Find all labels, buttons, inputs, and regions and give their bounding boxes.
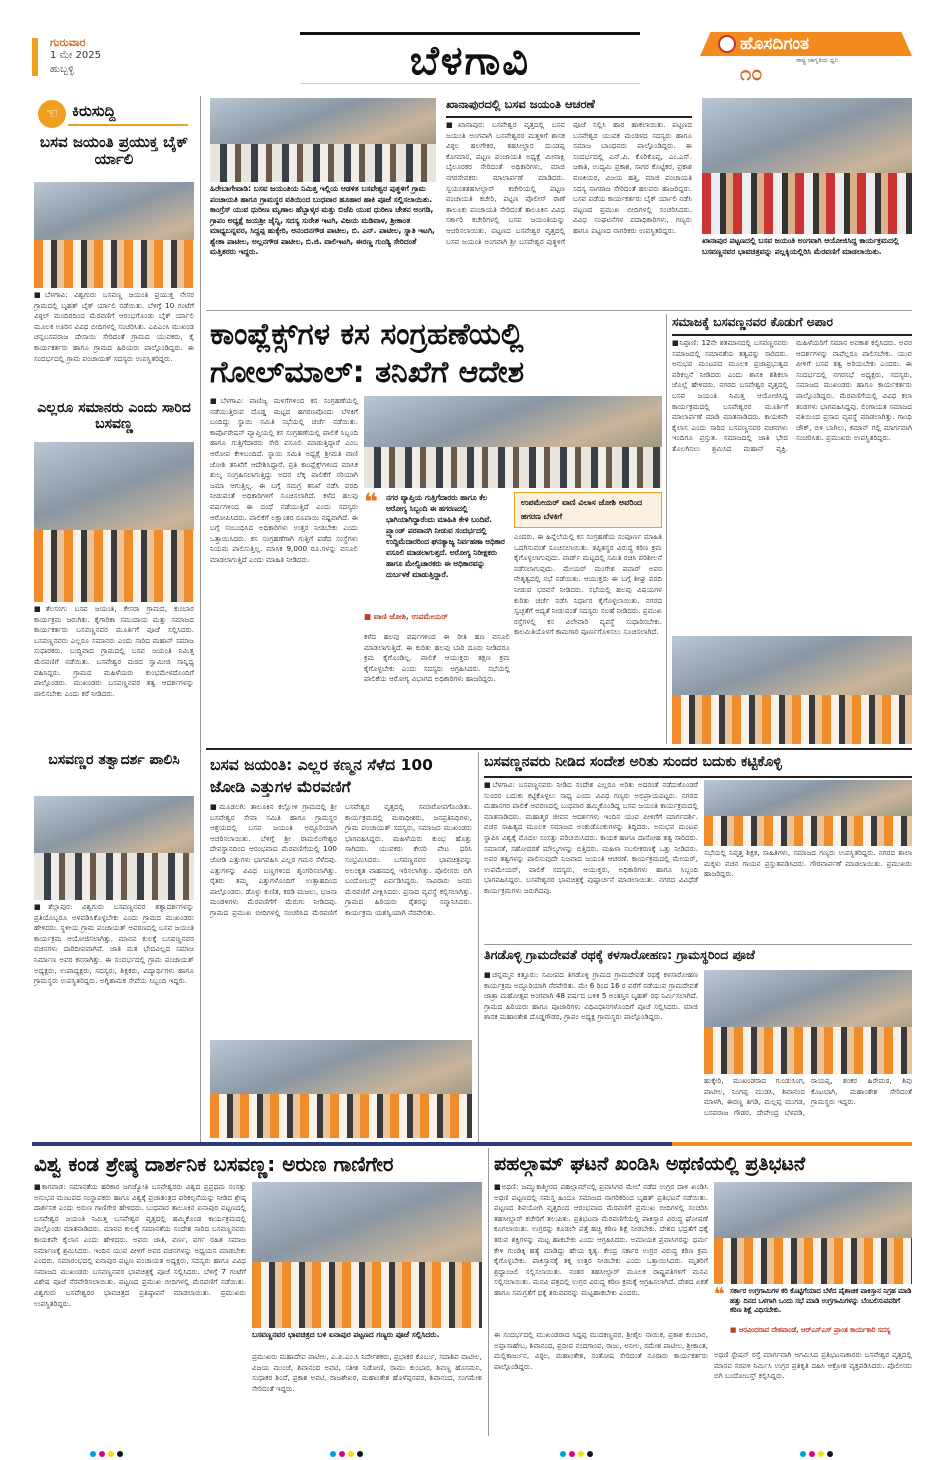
mid-vertical-rule	[478, 752, 479, 1142]
bottom-vertical-rule	[488, 1148, 489, 1436]
lead-col-1: ■ಬೆಳಗಾವಿ: ವಾಣಿಜ್ಯ ಮಳಿಗೆಗಳಿಂದ ಕಸ ಸಂಗ್ರಹಣೆಯಲ್ಲಿ ನಡೆಯುತ್ತಿರುವ ದೊಡ್ಡ ಮಟ್ಟದ ಹಗರಣವೊಂದು ಬೆಳಕಿಗೆ ಬಂದಿದ್ದು ಸ್ಥಾಯಿ ಸಮಿತಿ ಸಭೆಯಲ್ಲಿ ಚರ್ಚೆ ನಡೆಯಿತು. ಕಾರ್ಪೊರೇಷನ್ ವ್ಯಾಪ್ತಿಯಲ್ಲಿ ಕಸ ಸಂಗ್ರಹಣೆಯಲ್ಲಿ ಪಾಲಿಕೆ ಸಿಬ್ಬಂದಿ ಹಾಗೂ ಗುತ್ತಿಗೆದಾರರು ಸೇರಿ ವಸೂಲಿ ಮಾಡುತ್ತಿದ್ದಾರೆ ಎಂಬ ಆರೋಪ ಕೇಳಿಬಂದಿದೆ. ಸ್ಥಾಯಿ ಸಮಿತಿ ಅಧ್ಯಕ್ಷೆ ಶ್ರೀಮತಿ ವಾಣಿ ಜೋಶಿ ತನಿಖೆಗೆ ಆದೇಶಿಸಿದ್ದಾರೆ. ಪ್ರತಿ ಕಾಂಪ್ಲೆಕ್ಸ್‌ಗಳಿಂದ ಮಾಸಿಕ ಶುಲ್ಕ ಸಂಗ್ರಹಿಸಲಾಗುತ್ತಿದ್ದು ಅದರ ಲೆಕ್ಕ ಪಾಲಿಕೆಗೆ ಸರಿಯಾಗಿ ಜಮಾ ಆಗುತ್ತಿಲ್ಲ. ಈ ಬಗ್ಗೆ ಸಮಗ್ರ ತನಿಖೆ ನಡೆಸಿ ವರದಿ ನೀಡುವಂತೆ ಅಧಿಕಾರಿಗಳಿಗೆ ಸೂಚಿಸಲಾಗಿದೆ. ಕಳೆದ ಹಲವು ವರ್ಷಗಳಿಂದ ಈ ದಂಧೆ ನಡೆಯುತ್ತಿದೆ ಎಂದು ಸದಸ್ಯರು ಆರೋಪಿಸಿದರು. ಪಾಲಿಕೆಗೆ ಲಕ್ಷಾಂತರ ರೂಪಾಯಿ ನಷ್ಟವಾಗಿದೆ. ಈ ಬಗ್ಗೆ ಸಂಬಂಧಿಸಿದ ಅಧಿಕಾರಿಗಳು ಉತ್ತರ ನೀಡಬೇಕು ಎಂದು ಒತ್ತಾಯಿಸಿದರು. ಕಸ ಸಂಗ್ರಹಣೆಗಾಗಿ ಗುತ್ತಿಗೆ ಪಡೆದ ಸಂಸ್ಥೆಗಳು ನಿಯಮ ಪಾಲಿಸುತ್ತಿಲ್ಲ. ಮಾಸಿಕ 9,000 ರೂ.ಗಳನ್ನು ವಸೂಲಿ ಮಾಡಲಾಗುತ್ತಿದೆ ಎಂದು ಮಾಹಿತಿ ನೀಡಿದರು.	[210, 396, 358, 564]
lead-quote-box	[364, 490, 510, 628]
date-block	[32, 36, 152, 84]
mid3-body-2: ಹುಕ್ಕೇರಿ, ಮುಖಂಡರಾದ ಗುಂಡುಸಿಂಗ, ಪಾಟೀಲ, ನಿಂಗಪ್ಪ ಮುಡಸಿ, ಶಿವಾನಂದ ಮಾಳಗಿ, ಈರಣ್ಣ ತಿಗಡಿ, ಮಲ್ಲಪ್ಪ ಮುಗಡ, ಬಸವರಾಜ ಗೌಡರ, ದೇವೇಂದ್ರ ಬೆಳವಡಿ, ರಾಯಪ್ಪ, ಶಂಕರ ಹಿರೇಮಠ, ಶಿವು ಕೊಟಬಾಗಿ, ಮಹಾಂತೇಶ ಸೇರಿದಂತೆ ಗ್ರಾಮಸ್ಥರು ಇದ್ದರು.	[704, 1076, 912, 1117]
lead-quote-author: ■ ವಾಣಿ ಜೋಶಿ, ಉಪಮೇಯರ್	[364, 612, 448, 621]
bot1-photo	[252, 1182, 482, 1328]
registration-dots-4	[800, 1442, 860, 1452]
bottom-rule-dark	[32, 1142, 672, 1146]
r1-underline	[672, 334, 912, 336]
lead-headline: ಕಾಂಪ್ಲೆಕ್ಸ್‌ಗಳ ಕಸ ಸಂಗ್ರಹಣೆಯಲ್ಲಿ ಗೋಲ್‌ಮಾಲ್: ತನಿಖೆಗೆ ಆದೇಶ	[210, 317, 525, 390]
top-1-photo	[210, 98, 436, 182]
mid2-underline	[484, 776, 912, 778]
weekday: ಗುರುವಾರ	[50, 36, 86, 49]
bot1-headline: ವಿಶ್ವ ಕಂಡ ಶ್ರೇಷ್ಠ ದಾರ್ಶನಿಕ ಬಸವಣ್ಣ: ಅರುಣ ಗಾಣಿಗೇರ	[34, 1152, 394, 1176]
page-number: ೧೦	[740, 61, 763, 85]
bottom-rule-accent	[672, 1142, 912, 1146]
paper-name: ಹೊಸದಿಗಂತ	[740, 34, 810, 54]
brief-1-body: ■ಬೆಳಗಾವಿ: ವಿಶ್ವಗುರು ಬಸವಣ್ಣ ಜಯಂತಿ ಪ್ರಯುಕ್ತ ನೇಸರ ಗ್ರಾಮದಲ್ಲಿ ಬೃಹತ್ ಬೈಕ್ ರ್ಯಾಲಿ ನಡೆಯಿತು. ಬೆಳಿಗ್ಗೆ 10 ಗಂಟೆಗೆ ವಿಠ್ಠಲ್ ಮಂದಿರದಿಂದ ಮೆರವಣಿಗೆ ಆರಂಭಗೊಂಡು ಬೈಕ್ ರ್ಯಾಲಿ ಮೂಲಕ ಊರಿನ ವಿವಿಧ ಬೀದಿಗಳಲ್ಲಿ ಸಂಚರಿಸಿತು. ಎಪಿಎಂಸಿ ಮುಖಂಡ ಚನ್ನಬಸವರಾಜ ದೇಸಾಯಿ ಸೇರಿದಂತೆ ಗ್ರಾಮದ ಯುವಕರು, ಕೈ ಕಾರ್ಯಕರ್ತರು ಹಾಗೂ ಗ್ರಾಮದ ಹಿರಿಯರು ಪಾಲ್ಗೊಂಡಿದ್ದರು. ಈ ಸಂದರ್ಭದಲ್ಲಿ ಗ್ರಾಮ ಪಂಚಾಯತ್ ಸದಸ್ಯರು ಉಪಸ್ಥಿತರಿದ್ದರು.	[34, 290, 194, 363]
mid1-photo	[210, 1040, 472, 1138]
left-column-rule	[200, 96, 201, 1142]
brief-3-body: ■ತೆಲ್ಲಾಪುರ: ವಿಶ್ವಗುರು ಬಸವಣ್ಣನವರ ತತ್ವಾದರ್ಶಗಳನ್ನು ಪ್ರತಿಯೊಬ್ಬರೂ ಅಳವಡಿಸಿಕೊಳ್ಳಬೇಕು ಎಂದು ಗ್ರಾಮದ ಮುಖಂಡರು ಹೇಳಿದರು. ಸ್ಥಳೀಯ ಗ್ರಾಮ ಪಂಚಾಯತ್ ಆವರಣದಲ್ಲಿ ಬಸವ ಜಯಂತಿ ಕಾರ್ಯಕ್ರಮ ಆಯೋಜಿಸಲಾಗಿತ್ತು. ಮಾನವ ಕುಲಕ್ಕೆ ಬಸವಣ್ಣನವರ ವಚನಗಳು ದಾರಿದೀಪವಾಗಿವೆ. ಜಾತಿ ಮತ ಭೇದವಿಲ್ಲದ ಸಮಾಜ ನಿರ್ಮಾಣ ಅವರ ಕನಸಾಗಿತ್ತು. ಈ ಸಂದರ್ಭದಲ್ಲಿ ಗ್ರಾಮ ಪಂಚಾಯತ್ ಅಧ್ಯಕ್ಷರು, ಉಪಾಧ್ಯಕ್ಷರು, ಸದಸ್ಯರು, ಶಿಕ್ಷಕರು, ವಿದ್ಯಾರ್ಥಿಗಳು ಹಾಗೂ ಗ್ರಾಮಸ್ಥರು ಉಪಸ್ಥಿತರಿದ್ದರು. ಅಗ್ನಿಶಾಮಕ ಸೇವೆಯ ಸಿಬ್ಬಂದಿ ಇದ್ದರು.	[34, 902, 194, 986]
brief-3-headline: ಬಸವಣ್ಣರ ತತ್ವಾದರ್ಶ ಪಾಲಿಸಿ	[48, 752, 180, 768]
mid3-body: ■ಚನ್ನಮ್ಮನ ಕಿತ್ತೂರು: ಸಮೀಪದ ತಿಗಡೊಳ್ಳಿ ಗ್ರಾಮದ ಗ್ರಾಮದೇವತೆ ರಥಕ್ಕೆ ಕಳಸಾರೋಹಣ ಕಾರ್ಯಕ್ರಮ ಅದ್ದೂರಿಯಾಗಿ ನೆರವೇರಿತು. ಮೇ 6 ರಿಂದ 16 ರ ವರೆಗೆ ನಡೆಯುವ ಗ್ರಾಮದೇವತೆ ಜಾತ್ರಾ ಮಹೋತ್ಸವ ಅಂಗವಾಗಿ 48 ವರ್ಷದ ಬಳಿಕ 5 ಅಂತಸ್ತಿನ ಬೃಹತ್ ರಥ ನಿರ್ಮಿಸಲಾಗಿದೆ. ಗ್ರಾಮದ ಹಿರಿಯರು ಹಾಗೂ ಪೂಜಾರಿಗಳು ವಿಧಿವಿಧಾನಗಳೊಂದಿಗೆ ಪೂಜೆ ಸಲ್ಲಿಸಿದರು. ಮಾಜಿ ಶಾಸಕ ಮಹಾಂತೇಶ ದೊಡ್ಡಗೌಡರ, ಗ್ರಾಪಂ ಅಧ್ಯಕ್ಷ ಗ್ರಾಮಸ್ಥರು ಪಾಲ್ಗೊಂಡಿದ್ದರು.	[484, 970, 698, 1022]
brief-label	[38, 98, 190, 130]
section-title: ಬೆಳಗಾವಿ	[300, 32, 640, 84]
top-2-headline: ಖಾನಾಪುರದಲ್ಲಿ ಬಸವ ಜಯಂತಿ ಆಚರಣೆ	[446, 98, 595, 111]
registration-dots	[90, 1442, 890, 1452]
bot2-photo	[714, 1182, 912, 1284]
bot1-body-2: ಪ್ರಮುಖರು ಮಹಾದೇವ ಪಾಟೀಲ, ಎ.ಪಿ.ಎಂ.ಸಿ ನಿರ್ದೇಶಕರು, ಪ್ರಭಾಕರ ಕೊರ್ಬು, ಸದಾಶಿವ ಪಾಟೀಲ, ವಿಜಯ ಮುಂಜೆ, ಶಿವಾನಂದ ಅವಟಿ, ಸತೀಶ ನಿಡೋಣಿ, ರಾಮು ಕುಂಬಾರ, ಶಿವಣ್ಣ ಹೊಸಮನಿ, ಸುಧಾಕರ ಶಿಂದೆ, ಪ್ರಕಾಶ ಅವಟಿ, ರಾಜಶೇಖರ, ಮಹಾಂತೇಶ ಹೊಳೆಪ್ಪನವರ, ಶಿವಾನಂದ, ಸಂಗಮೇಶ ಸೇರಿದಂತೆ ಇದ್ದರು.	[252, 1352, 482, 1393]
lead-side-box	[514, 492, 662, 528]
registration-dots-2	[330, 1442, 390, 1452]
bot2-quote-author: ■ ಅರವಿಂದರಾವ ದೇಶಪಾಂಡೆ, ಆರ್‌ಎಸ್‌ಎಸ್ ಪ್ರಾಂತ ಕಾರ್ಯಕಾರಿ ಸದಸ್ಯ	[730, 1326, 891, 1334]
brief-2-headline: ಎಲ್ಲರೂ ಸಮಾನರು ಎಂದು ಸಾರಿದ ಬಸವಣ್ಣ	[37, 400, 191, 433]
edition-city: ಹುಬ್ಬಳ್ಳಿ	[50, 64, 75, 75]
date: 1 ಮೇ 2025	[50, 50, 101, 61]
quote-mark-icon: ❝	[364, 488, 379, 516]
mid3-photo	[704, 970, 912, 1074]
mid1-headline: ಬಸವ ಜಯಂತಿ: ಎಲ್ಲರ ಕಣ್ಮನ ಸೆಳೆದ 100 ಜೋಡಿ ಎತ್ತುಗಳ ಮೆರವಣಿಗೆ	[210, 756, 433, 796]
lead-side-text: ಉಪಮೇಯರ್ ವಾಣಿ ವಿಲಾಸ ಜೋಶಿ ಅವರಿಂದ ಹಗರಣ ಬೆಳಕಿಗೆ	[521, 498, 643, 521]
bot2-body-3: ಅಥಣಿ ಸ್ಟೇಷನ್ ರಸ್ತೆ ಮಾರ್ಗವಾಗಿ ಆಗಮಿಸಿದ ಪ್ರತಿಭಟನಾಕಾರರು ಬಸವೇಶ್ವರ ವೃತ್ತದಲ್ಲಿ ಮಾನವ ಸರಪಳಿ ನಿರ್ಮಿಸಿ ಉಗ್ರರ ಪ್ರತಿಕೃತಿ ದಹಿಸಿ ಆಕ್ರೋಶ ವ್ಯಕ್ತಪಡಿಸಿದರು. ಪೊಲೀಸರು ಬಿಗಿ ಬಂದೋಬಸ್ತ್ ಕಲ್ಪಿಸಿದ್ದರು.	[714, 1350, 912, 1381]
paper-logo	[700, 32, 912, 84]
mid-row-rule	[206, 748, 912, 750]
bot2-body: ■ಅಥಣಿ: ಜಮ್ಮುಕಾಶ್ಮೀರದ ಪಹಲ್ಗಾಮ್‌ನಲ್ಲಿ ಪ್ರವಾಸಿಗರ ಮೇಲೆ ನಡೆದ ಉಗ್ರರ ದಾಳಿ ಖಂಡಿಸಿ ಅಥಣಿ ಪಟ್ಟಣದಲ್ಲಿ ಸಮಸ್ತ ಹಿಂದೂ ಸಮಾಜದ ನಾಗರಿಕರಿಂದ ಬೃಹತ್ ಪ್ರತಿಭಟನೆ ನಡೆಯಿತು. ಪಟ್ಟಣದ ಶಿವಯೋಗಿ ವೃತ್ತದಿಂದ ಆರಂಭವಾದ ಮೆರವಣಿಗೆ ಪ್ರಮುಖ ಬೀದಿಗಳಲ್ಲಿ ಸಂಚರಿಸಿ ತಹಸೀಲ್ದಾರ್ ಕಚೇರಿಗೆ ತಲುಪಿತು. ಪ್ರತಿಭಟನಾ ಮೆರವಣಿಗೆಯಲ್ಲಿ ಪಾಕಿಸ್ತಾನ ವಿರುದ್ಧ ಘೋಷಣೆ ಕೂಗಲಾಯಿತು. ಉಗ್ರರನ್ನು ಕೂಡಲೇ ಪತ್ತೆ ಹಚ್ಚಿ ಕಠಿಣ ಶಿಕ್ಷೆ ನೀಡಬೇಕು. ದೇಶದ ಭದ್ರತೆಗೆ ಧಕ್ಕೆ ತರುವ ಶಕ್ತಿಗಳನ್ನು ಮಟ್ಟ ಹಾಕಬೇಕು ಎಂದು ಆಗ್ರಹಿಸಿದರು. ಅಮಾಯಕ ಪ್ರವಾಸಿಗರನ್ನು ಧರ್ಮ ಕೇಳಿ ಗುಂಡಿಕ್ಕಿ ಹತ್ಯೆ ಮಾಡಿದ್ದು ಹೇಯ ಕೃತ್ಯ. ಕೇಂದ್ರ ಸರ್ಕಾರ ಉಗ್ರರ ವಿರುದ್ಧ ಕಠಿಣ ಕ್ರಮ ಕೈಗೊಳ್ಳಬೇಕು. ಪಾಕಿಸ್ತಾನಕ್ಕೆ ತಕ್ಕ ಉತ್ತರ ನೀಡಬೇಕು ಎಂದು ಒತ್ತಾಯಿಸಿದರು. ಮೃತರಿಗೆ ಶ್ರದ್ಧಾಂಜಲಿ ಸಲ್ಲಿಸಲಾಯಿತು. ನಂತರ ತಹಸೀಲ್ದಾರ್ ಮೂಲಕ ರಾಷ್ಟ್ರಪತಿಗಳಿಗೆ ಮನವಿ ಸಲ್ಲಿಸಲಾಯಿತು. ಮನವಿ ಪತ್ರದಲ್ಲಿ ಉಗ್ರರ ವಿರುದ್ಧ ಕಠಿಣ ಕ್ರಮಕ್ಕೆ ಆಗ್ರಹಿಸಲಾಗಿದೆ. ದೇಶದ ಏಕತೆ ಹಾಗೂ ಸಮಗ್ರತೆಗೆ ಧಕ್ಕೆ ತರುವವರನ್ನು ಮಟ್ಟಹಾಕಬೇಕು ಎಂದರು.	[494, 1182, 708, 1297]
lead-vertical-rule	[666, 314, 667, 744]
mid3-top-rule	[484, 944, 912, 945]
top-3-photo	[702, 98, 912, 234]
paper-tagline: ರಾಷ್ಟ್ರ ಜಾಗೃತಿಯ ಧ್ವನಿ	[796, 57, 839, 64]
mid2-headline: ಬಸವಣ್ಣನವರು ನೀಡಿದ ಸಂದೇಶ ಅರಿತು ಸುಂದರ ಬದುಕು ಕಟ್ಟಿಕೊಳ್ಳಿ	[484, 754, 782, 770]
brief-1-photo	[34, 182, 194, 288]
quote-mark-icon-2: ❝	[714, 1284, 725, 1305]
registration-dots-3	[560, 1442, 620, 1452]
mid3-headline: ತಿಗಡೊಳ್ಳಿ ಗ್ರಾಮದೇವತೆ ರಥಕ್ಕೆ ಕಳಸಾರೋಹಣ: ಗ್ರಾಮಸ್ಥರಿಂದ ಪೂಜೆ	[484, 948, 755, 962]
r1-headline: ಸಮಾಜಕ್ಕೆ ಬಸವಣ್ಣನವರ ಕೊಡುಗೆ ಅಪಾರ	[672, 316, 833, 329]
logo-emblem-icon	[718, 35, 736, 53]
brief-title: ಕಿರುಸುದ್ದಿ	[72, 102, 116, 120]
mid2-photo	[704, 780, 912, 846]
brief-3-photo	[34, 796, 194, 900]
r1-photo	[672, 636, 912, 744]
brief-1-headline: ಬಸವ ಜಯಂತಿ ಪ್ರಯುಕ್ತ ಬೈಕ್ ರ್ಯಾಲಿ	[39, 134, 189, 169]
lead-col-3: ಎಂದರು. ಈ ಹಿನ್ನೆಲೆಯಲ್ಲಿ ಕಸ ಸಂಗ್ರಹಣೆಯ ಸಂಪೂರ್ಣ ಮಾಹಿತಿ ಒದಗಿಸುವಂತೆ ಸೂಚಿಸಲಾಯಿತು. ತಪ್ಪಿತಸ್ಥರ ವಿರುದ್ಧ ಕಠಿಣ ಕ್ರಮ ಕೈಗೊಳ್ಳಲಾಗುವುದು. ವಾರ್ಡ್ ಮಟ್ಟದಲ್ಲಿ ಸಮಿತಿ ರಚಿಸಿ ಪರಿಶೀಲನೆ ನಡೆಸಲಾಗುವುದು. ಮೇಯರ್ ಮಂಗೇಶ ಪವಾರ್ ಅವರ ನೇತೃತ್ವದಲ್ಲಿ ಸಭೆ ನಡೆಯಿತು. ಆಯುಕ್ತರು ಈ ಬಗ್ಗೆ ಶೀಘ್ರ ವರದಿ ನೀಡುವ ಭರವಸೆ ನೀಡಿದರು. ಸಭೆಯಲ್ಲಿ ಹಲವು ವಿಷಯಗಳ ಕುರಿತು ಚರ್ಚೆ ನಡೆಸಿ ನಿರ್ಧಾರ ಕೈಗೊಳ್ಳಲಾಯಿತು. ನಗರದ ಸ್ವಚ್ಛತೆಗೆ ಆದ್ಯತೆ ನೀಡುವಂತೆ ಸದಸ್ಯರು ಸಲಹೆ ನೀಡಿದರು. ಪ್ರಮುಖ ರಸ್ತೆಗಳಲ್ಲಿ ಕಸ ವಿಲೇವಾರಿ ವ್ಯವಸ್ಥೆ ಸುಧಾರಿಸಬೇಕು. ಕಾಲಮಿತಿಯೊಳಗೆ ಕಾಮಗಾರಿ ಪೂರ್ಣಗೊಳಿಸಲು ಸೂಚಿಸಲಾಗಿದೆ.	[514, 532, 662, 637]
bot2-headline: ಪಹಲ್ಗಾಮ್ ಘಟನೆ ಖಂಡಿಸಿ ಅಥಣಿಯಲ್ಲಿ ಪ್ರತಿಭಟನೆ	[494, 1153, 806, 1175]
lead-photo	[364, 396, 662, 488]
top-row-rule	[206, 310, 912, 311]
mid2-body-2: ಸಭೆಯಲ್ಲಿ ನಿವೃತ್ತ ಶಿಕ್ಷಕ, ಸಾಹಿತಿಗಳು, ಸಮಾಜದ ಗಣ್ಯರು ಉಪಸ್ಥಿತರಿದ್ದರು. ನಗರದ ಶಾಲಾ ಮಕ್ಕಳು ವಚನ ಗಾಯನ ಪ್ರಸ್ತುತಪಡಿಸಿದರು. ಗೌರವಾರ್ಪಣೆ ಮಾಡಲಾಯಿತು. ಪ್ರಮುಖರು ಹಾಜರಿದ್ದರು.	[704, 848, 912, 879]
brief-2-photo	[34, 442, 194, 602]
masthead	[0, 0, 945, 90]
top-2-body: ■ಖಾನಾಪುರ: ಬಸವೇಶ್ವರ ವೃತ್ತದಲ್ಲಿ ಬಸವ ಜಯಂತಿ ಅಂಗವಾಗಿ ಬಸವೇಶ್ವರರ ಮತ್ತಳಿಗೆ ಶಾಸಕ ವಿಠ್ಠಲ ಹಲಗೇಕರ, ತಹಸೀಲ್ದಾರ ದುಂಡಪ್ಪ ಕೋಮಾರ, ಪಟ್ಟಣ ಪಂಚಾಯತಿ ಅಧ್ಯಕ್ಷೆ ಮೀನಾಕ್ಷಿ ಬೈಲೂರಕರ ಸೇರಿದಂತೆ ಅಧಿಕಾರಿಗಳು, ಮಾಜಿ ನಗರಸೇವಕರು ಮಾಲಾರ್ಪಣೆ ಮಾಡಿದರು. ಸ್ವಯಂತತಹಸೀಲ್ದಾರ್ ಕಚೇರಿಯಲ್ಲಿ ಪಟ್ಟಣ ಪಂಚಾಯತಿ ಕಚೇರಿ, ಪಟ್ಟಣ ಪೊಲೀಸ್ ಠಾಣೆ ತಾಲೂಕು ಪಂಚಾಯತಿ ಸೇರಿದಂತೆ ತಾಲೂಕಿನ ವಿವಿಧ ಸರ್ಕಾರಿ ಕಚೇರಿಗಳಲ್ಲಿ ಬಸವ ಜಯಂತಿಯನ್ನು ಆಚರಿಸಲಾಯಿತು. ಪಟ್ಟಣದ ಬಸವೇಶ್ವರ ವೃತ್ತದಲ್ಲಿ ಬಸವ ಜಯಂತಿ ಅಂಗವಾಗಿ ಶ್ರೀ ಬಸವೇಶ್ವರ ಪುತ್ಥಳಿಗೆ ಪೂಜೆ ಸಲ್ಲಿಸಿ ಹಾರ ಹಾಕಲಾಯಿತು. ಪಟ್ಟಣದ ಬಸವೇಶ್ವರ ಯುವಕ ಮಂಡಳದ ಸದಸ್ಯರು ಹಾಗೂ ಸಮಾಜ ಬಾಂಧವರು ಪಾಲ್ಗೊಂಡಿದ್ದರು. ಈ ಸಂದರ್ಭದಲ್ಲಿ ಎನ್.ಪಿ. ಕೊರಿಕೊಪ್ಪ, ಎಂ.ಎಸ್. ಜಕಾತಿ, ಉದ್ಯಮಿ ಪ್ರಕಾಶ, ಸಾಗರ ಕೊಟ್ಟಿಕರ, ಪ್ರಕಾಶ ವಣಕಿಯರ, ವಿಜಯ ಹತ್ತಿ, ಮಾಜಿ ಪಂಚಾಯತಿ ಸದಸ್ಯ ನಾಗರಾಜ ಸೇರಿದಂತೆ ಹಲವರು ಹಾಜರಿದ್ದರು. ಬಸವ ಪಡೆಯ ಕಾರ್ಯಕರ್ತರು ಬೈಕ್ ರ್ಯಾಲಿ ನಡೆಸಿ ಪಟ್ಟಣದ ಪ್ರಮುಖ ಬೀದಿಗಳಲ್ಲಿ ಸಂಚರಿಸಿದರು. ವಿವಿಧ ಸಂಘಟನೆಗಳ ಪದಾಧಿಕಾರಿಗಳು, ಗಣ್ಯರು ಹಾಗೂ ಪಟ್ಟಣದ ನಾಗರಿಕರು ಉಪಸ್ಥಿತರಿದ್ದರು.	[446, 120, 692, 246]
mid1-body: ■ಮೂಡಲಗಿ: ತಾಲೂಕಿನ ಕಲ್ಲೋಳಿ ಗ್ರಾಮದಲ್ಲಿ ಶ್ರೀ ಬಸವೇಶ್ವರ ಸೇವಾ ಸಮಿತಿ ಹಾಗೂ ಗ್ರಾಮಸ್ಥರ ಆಶ್ರಯದಲ್ಲಿ ಬಸವ ಜಯಂತಿ ಅದ್ದೂರಿಯಾಗಿ ಆಚರಿಸಲಾಯಿತು. ಬೆಳಿಗ್ಗೆ ಶ್ರೀ ರಾಮಲಿಂಗೇಶ್ವರ ದೇವಸ್ಥಾನದಿಂದ ಆರಂಭವಾದ ಮೆರವಣಿಗೆಯಲ್ಲಿ 100 ಜೋಡಿ ಎತ್ತುಗಳು ಭಾಗವಹಿಸಿ ಎಲ್ಲರ ಗಮನ ಸೆಳೆದವು. ಎತ್ತುಗಳನ್ನು ವಿವಿಧ ಬಣ್ಣಗಳಿಂದ ಶೃಂಗರಿಸಲಾಗಿತ್ತು. ರೈತರು ತಮ್ಮ ಎತ್ತುಗಳೊಂದಿಗೆ ಉತ್ಸಾಹದಿಂದ ಪಾಲ್ಗೊಂಡರು. ಡೊಳ್ಳು ಕುಣಿತ, ಕರಡಿ ಮಜಲು, ಭಜನಾ ಮಂಡಳಿಗಳು ಮೆರವಣಿಗೆಗೆ ಮೆರುಗು ನೀಡಿದವು. ಗ್ರಾಮದ ಪ್ರಮುಖ ಬೀದಿಗಳಲ್ಲಿ ಸಂಚರಿಸಿದ ಮೆರವಣಿಗೆ ಬಸವೇಶ್ವರ ವೃತ್ತದಲ್ಲಿ ಸಮಾರೋಪಗೊಂಡಿತು. ಕಾರ್ಯಕ್ರಮದಲ್ಲಿ ಮಠಾಧೀಶರು, ಜನಪ್ರತಿನಿಧಿಗಳು, ಗ್ರಾಮ ಪಂಚಾಯತ್ ಸದಸ್ಯರು, ಸಮಾಜದ ಮುಖಂಡರು ಭಾಗವಹಿಸಿದ್ದರು. ಮಹಿಳೆಯರು ಕುಂಭ ಹೊತ್ತು ಸಾಗಿದರು. ಯುವಕರು ಕೇಸರಿ ಪೇಟ ಧರಿಸಿ ಸಂಭ್ರಮಿಸಿದರು. ಬಸವಣ್ಣನವರ ಭಾವಚಿತ್ರವನ್ನು ಅಲಂಕೃತ ವಾಹನದಲ್ಲಿ ಇರಿಸಲಾಗಿತ್ತು. ಪೊಲೀಸರು ಬಿಗಿ ಬಂದೋಬಸ್ತ್ ಏರ್ಪಡಿಸಿದ್ದರು. ಸಾವಿರಾರು ಜನರು ಮೆರವಣಿಗೆ ವೀಕ್ಷಿಸಿದರು. ಪ್ರಸಾದ ವ್ಯವಸ್ಥೆ ಕಲ್ಪಿಸಲಾಗಿತ್ತು. ಗ್ರಾಮದ ಹಿರಿಯರು ರೈತರನ್ನು ಸನ್ಮಾನಿಸಿದರು. ಕಾರ್ಯಕ್ರಮ ಯಶಸ್ವಿಯಾಗಿ ನೆರವೇರಿತು.	[210, 802, 472, 917]
brief-2-body: ■ತೆಲಸಂಗ: ಬಸವ ಜಯಂತಿ, ಕೇಸರಾ ಗ್ರಾಮದ, ಕುಂಬಾರ ಕಾರ್ಯಕ್ರಮ ಜರುಗಿತು. ಕೈಗಾರಿಕಾ ಸಮುದಾಯ ಮತ್ತು ಸಮಾಜದ ಕಾರ್ಯಕರ್ತರು ಬಸವಣ್ಣನವರ ಮೂರ್ತಿಗೆ ಪೂಜೆ ಸಲ್ಲಿಸಿದರು. ಬಸವಣ್ಣನವರು ಎಲ್ಲರೂ ಸಮಾನರು ಎಂದು ಸಾರಿದ ಮಹಾನ್ ಸಮಾಜ ಸುಧಾರಕರು. ಬುದ್ಧಿವಾದ ಗ್ರಾಮದಲ್ಲಿ ಬಸವ ಜಯಂತಿ ನಿಮಿತ್ತ ಮೆರವಣಿಗೆ ನಡೆಯಿತು. ಬಸವೇಶ್ವರ ಮಠದ ಸ್ವಾಮೀಜಿ ಸಾನ್ನಿಧ್ಯ ವಹಿಸಿದ್ದರು. ಗ್ರಾಮದ ಮಹಿಳೆಯರು ಕುಂಭಮೇಳದೊಂದಿಗೆ ಪಾಲ್ಗೊಂಡರು. ಮುಖಂಡರು ಬಸವಣ್ಣನವರ ತತ್ವ ಆದರ್ಶಗಳನ್ನು ಪಾಲಿಸಬೇಕು ಎಂದು ಕರೆ ನೀಡಿದರು.	[34, 604, 194, 698]
top-2-underline	[446, 116, 692, 118]
lead-quote: ನಗರ ವ್ಯಾಪ್ತಿಯ ಗುತ್ತಿಗೆದಾರರು ಹಾಗೂ ಕೆಲ ಆರೋಗ್ಯ ಸಿಬ್ಬಂದಿ ಈ ಹಗರಣದಲ್ಲಿ ಭಾಗಿಯಾಗಿದ್ದಾರೆಂದು ಮಾಹಿತಿ ಕೇಳಿ ಬಂದಿವೆ. ಪ್ರ್ಯಾಂಡ್ ಪರವಾನಗಿ ನೀಡುವ ಸಂದರ್ಭದಲ್ಲಿ ಉದ್ದಿಮೆದಾರರಿಂದ ಘನತ್ಯಾಜ್ಯ ನಿರ್ವಹಣಾ ಅಧಿಕಾರ ವಸೂಲಿ ಮಾಡಲಾಗುತ್ತದೆ. ಅರೋಗ್ಯ ನಿರೀಕ್ಷಕರು ಹಾಗೂ ಮೇಲ್ವಿಚಾರಕರು ಈ ಅಧಿಕಾರವನ್ನು ದುರ್ಬಳಕೆ ಮಾಡುತ್ತಿದ್ದಾರೆ.	[386, 493, 505, 579]
bot1-body: ■ಕಾಗವಾಡ: ಸಮಾನತೆಯ ಹರಿಕಾರ ಜಗಜ್ಯೋತಿ ಬಸವೇಶ್ವರರು ವಿಶ್ವದ ಪ್ರಪ್ರಥಮ ಸಂಸತ್ತು ಅನುಭವ ಮಂಟಪದ ಸಂಸ್ಥಾಪಕರು ಹಾಗೂ ವಿಶ್ವಕ್ಕೆ ಪ್ರಜಾತಂತ್ರದ ಪರಿಕಲ್ಪನೆಯನ್ನು ನೀಡಿದ ಶ್ರೇಷ್ಠ ದಾರ್ಶನಿಕ ಎಂದು ಅರುಣ ಗಾಣಿಗೇರ ಹೇಳಿದರು. ಬುಧವಾರ ತಾಲೂಕಿನ ಐನಾಪುರ ಪಟ್ಟಣದಲ್ಲಿ ಬಸವೇಶ್ವರ ಜಯಂತಿ ನಿಮಿತ್ತ ಬಸವೇಶ್ವರ ವೃತ್ತದಲ್ಲಿ ಹಮ್ಮಿಕೊಂಡ ಕಾರ್ಯಕ್ರಮದಲ್ಲಿ ಪಾಲ್ಗೊಂಡು ಮಾತನಾಡಿದರು. ಮಾನವ ಕುಲಕ್ಕೆ ಸಮಾನತೆಯ ಸಂದೇಶ ಸಾರಿದ ಬಸವಣ್ಣನವರು ಕಾಯಕವೇ ಕೈಲಾಸ ಎಂದು ಹೇಳಿದರು. ಅವರು ಜಾತಿ, ವರ್ಣ, ವರ್ಗ ರಹಿತ ಸಮಾಜ ನಿರ್ಮಾಣಕ್ಕೆ ಶ್ರಮಿಸಿದರು. ಇಂದಿನ ಯುವ ಪೀಳಿಗೆ ಅವರ ವಚನಗಳನ್ನು ಅಧ್ಯಯನ ಮಾಡಬೇಕು ಎಂದರು. ಸಮಾರಂಭದಲ್ಲಿ ಐನಾಪುರ ಪಟ್ಟಣ ಪಂಚಾಯತ ಅಧ್ಯಕ್ಷರು, ಸದಸ್ಯರು ಹಾಗೂ ವಿವಿಧ ಸಮಾಜದ ಮುಖಂಡರು ಬಸವಣ್ಣನವರ ಭಾವಚಿತ್ರಕ್ಕೆ ಪೂಜೆ ಸಲ್ಲಿಸಿದರು. ಬೆಳಿಗ್ಗೆ 7 ಗಂಟೆಗೆ ವಿಶೇಷ ಪೂಜೆ ನೆರವೇರಿಸಲಾಯಿತು. ಪಟ್ಟಣದ ಪ್ರಮುಖ ಬೀದಿಗಳಲ್ಲಿ ಮೆರವಣಿಗೆ ನಡೆಯಿತು. ವಿಶ್ವಗುರು ಬಸವೇಶ್ವರರ ಭಾವಚಿತ್ರದ ಪ್ರತಿಷ್ಠಾಪನೆ ಮಾಡಲಾಯಿತು. ಪ್ರಮುಖರು ಉಪಸ್ಥಿತರಿದ್ದರು.	[34, 1182, 246, 1308]
megaphone-icon: ☜	[38, 100, 66, 128]
bot1-caption: ಬಸವಣ್ಣನವರ ಭಾವಚಿತ್ರದ ಬಳಿ ಐನಾಪುರ ಪಟ್ಟಣದ ಗಣ್ಯರು ಪೂಜೆ ಸಲ್ಲಿಸಿದರು.	[252, 1330, 440, 1339]
r1-body: ■ನಿಪ್ಪಾಣಿ: 12ನೇ ಶತಮಾನದಲ್ಲಿ ಬಸವಣ್ಣನವರು ಸಮಾಜದಲ್ಲಿ ಸಮಾನತೆಯ ತತ್ವವನ್ನು ಸಾರಿದರು. ಅನುಭವ ಮಂಟಪದ ಮೂಲಕ ಪ್ರಜಾಪ್ರಭುತ್ವದ ಪರಿಕಲ್ಪನೆ ನೀಡಿದರು ಎಂದು ಶಾಸಕಿ ಶಶಿಕಲಾ ಜೊಲ್ಲೆ ಹೇಳಿದರು. ನಗರದ ಬಸವೇಶ್ವರ ವೃತ್ತದಲ್ಲಿ ಬಸವ ಜಯಂತಿ ನಿಮಿತ್ತ ಆಯೋಜಿಸಿದ್ದ ಕಾರ್ಯಕ್ರಮದಲ್ಲಿ ಬಸವೇಶ್ವರರ ಮೂರ್ತಿಗೆ ಮಾಲಾರ್ಪಣೆ ಮಾಡಿ ಮಾತನಾಡಿದರು. ಕಾಯಕವೇ ಕೈಲಾಸ ಎಂದು ಸಾರಿದ ಬಸವಣ್ಣನವರ ವಚನಗಳು ಇಂದಿಗೂ ಪ್ರಸ್ತುತ. ಸಮಾಜದಲ್ಲಿ ಜಾತಿ ಭೇದ ತೊಲಗಿಸಲು ಶ್ರಮಿಸಿದ ಮಹಾನ್ ವ್ಯಕ್ತಿ. ಮಹಿಳೆಯರಿಗೆ ಸಮಾನ ಅವಕಾಶ ಕಲ್ಪಿಸಿದರು. ಅವರ ಆದರ್ಶಗಳನ್ನು ನಾವೆಲ್ಲರೂ ಪಾಲಿಸಬೇಕು. ಯುವ ಪೀಳಿಗೆ ಬಸವ ತತ್ವ ಅರಿಯಬೇಕು ಎಂದರು. ಈ ಸಂದರ್ಭದಲ್ಲಿ ನಗರಸಭೆ ಅಧ್ಯಕ್ಷರು, ಸದಸ್ಯರು, ಸಮಾಜದ ಮುಖಂಡರು ಹಾಗೂ ಕಾರ್ಯಕರ್ತರು ಪಾಲ್ಗೊಂಡಿದ್ದರು. ಮೆರವಣಿಗೆಯಲ್ಲಿ ವಿವಿಧ ಕಲಾ ತಂಡಗಳು ಭಾಗವಹಿಸಿದ್ದವು. ಲಿಂಗಾಯತ ಸಮಾಜದ ವತಿಯಿಂದ ಪ್ರಸಾದ ವ್ಯವಸ್ಥೆ ಮಾಡಲಾಗಿತ್ತು. ಗಾಂಧಿ ಚೌಕ್, ಬಿಳಿ ಬಾಗಿಲು, ಕಮಾನ್ ಗಲ್ಲಿ ಮಾರ್ಗವಾಗಿ ಸಂಚರಿಸಿತು. ಪ್ರಮುಖರು ಉಪಸ್ಥಿತರಿದ್ದರು.	[672, 338, 912, 453]
bot2-quote: ಸರ್ಕಾರ ಉಗ್ರಗಾಮಿಗಳ ಕರಿ ಕೊಟ್ಟಿಗೆಯಾದ ಬೆಳೆದ ಪೈಶಾಚಿಕ ಪಾಕಿಸ್ತಾನ ನಿಗ್ರಹ ಮಾಡಿ ಹತ್ತು ದಿನದ ಒಳಗಾಗಿ ಒಂದು ಸಭೆ ಮಾಡಿ ಉಗ್ರಗಾಮಿಗಳನ್ನು ಬೆಂಬಲಿಸುವವರಿಗೆ ಕಠಿಣ ಶಿಕ್ಷೆ ವಿಧಿಸಬೇಕು.	[730, 1287, 912, 1314]
mid2-body: ■ಬೆಳಗಾವಿ: ಬಸವಣ್ಣನವರು ನೀಡಿದ ಸಂದೇಶ ಎಲ್ಲರೂ ಅರಿತು ಅದರಂತೆ ನಡೆದುಕೊಂಡರೆ ಸುಂದರ ಬದುಕು ಕಟ್ಟಿಕೊಳ್ಳಲು ಸಾಧ್ಯ ಎಂದು ವಿವಿಧ ಗಣ್ಯರು ಅಭಿಪ್ರಾಯಪಟ್ಟರು. ನಗರದ ಮಹಾನಗರ ಪಾಲಿಕೆ ಆವರಣದಲ್ಲಿ ಬುಧವಾರ ಹಮ್ಮಿಕೊಂಡಿದ್ದ ಬಸವ ಜಯಂತಿ ಕಾರ್ಯಕ್ರಮದಲ್ಲಿ ಮಾತನಾಡಿದರು. ಮಹಾತ್ಮರ ಜೀವನ ಆದರ್ಶಗಳು ಇಂದಿನ ಯುವ ಪೀಳಿಗೆಗೆ ಮಾರ್ಗದರ್ಶಿ. ವಚನ ಸಾಹಿತ್ಯದ ಮೂಲಕ ಸಮಾಜದ ಅಂಕುಡೊಂಕುಗಳನ್ನು ತಿದ್ದಿದರು. ಅನುಭವ ಮಂಟಪ ಸ್ಥಾಪಿಸಿ ವಿಶ್ವಕ್ಕೆ ಮೊದಲ ಸಂಸತ್ತು ಪರಿಚಯಿಸಿದರು. ಕಾಯಕ ಹಾಗೂ ದಾಸೋಹ ತತ್ವ ಸಾರಿದರು. ಸಮಾನತೆ, ಸಹೋದರತೆ ಮೌಲ್ಯಗಳನ್ನು ಬಿತ್ತಿದರು. ಮಹಿಳಾ ಸಬಲೀಕರಣಕ್ಕೆ ಒತ್ತು ನೀಡಿದರು. ಅವರ ತತ್ವಗಳನ್ನು ಪಾಲಿಸುವುದೇ ನಿಜವಾದ ಜಯಂತಿ ಆಚರಣೆ. ಕಾರ್ಯಕ್ರಮದಲ್ಲಿ ಮೇಯರ್, ಉಪಮೇಯರ್, ಪಾಲಿಕೆ ಸದಸ್ಯರು, ಆಯುಕ್ತರು, ಅಧಿಕಾರಿಗಳು ಹಾಗೂ ಸಿಬ್ಬಂದಿ ಭಾಗವಹಿಸಿದ್ದರು. ಬಸವೇಶ್ವರರ ಭಾವಚಿತ್ರಕ್ಕೆ ಪುಷ್ಪಾರ್ಚನೆ ಮಾಡಲಾಯಿತು. ನಗರದ ವಿವಿಧೆಡೆ ಕಾರ್ಯಕ್ರಮಗಳು ಜರುಗಿದವು.	[484, 780, 698, 895]
lead-col-2: ಕಳೆದ ಹಲವು ವರ್ಷಗಳಿಂದ ಈ ರೀತಿ ಹಣ ವಸೂಲಿ ಮಾಡಲಾಗುತ್ತಿದೆ. ಈ ಕುರಿತು ಹಲವು ಬಾರಿ ದೂರು ನೀಡಿದರೂ ಕ್ರಮ ಕೈಗೊಂಡಿಲ್ಲ. ಪಾಲಿಕೆ ಆಯುಕ್ತರು ತಕ್ಷಣ ಕ್ರಮ ಕೈಗೊಳ್ಳಬೇಕು ಎಂದು ಸದಸ್ಯರು ಆಗ್ರಹಿಸಿದರು. ಸಭೆಯಲ್ಲಿ ಪಾಲಿಕೆಯ ಆರೋಗ್ಯ ವಿಭಾಗದ ಅಧಿಕಾರಿಗಳು ಹಾಜರಿದ್ದರು.	[364, 632, 510, 684]
bot2-body-2: ಈ ಸಂದರ್ಭದಲ್ಲಿ ಮುಖಂಡರಾದ ಸಿದ್ದಪ್ಪ ಮುದಕಣ್ಣವರ, ಶ್ರೀಶೈಲ ನಾಯಿಕ, ಪ್ರಕಾಶ ಕುಂಬಾರ, ಅಪ್ಪಾಸಾಹೇಬ, ಶಿವಾನಂದ, ಪ್ರದೀಪ ನಂದಗಾಂವ, ರಾಜು, ಅನೀಲ, ರಮೇಶ ಪಾಟೀಲ, ಶ್ರೀಕಾಂತ, ಮಲ್ಲಿಕಾರ್ಜುನ, ವಿಠ್ಠಲ, ಮಹಾಂತೇಶ, ಸಂತೋಷ ಸೇರಿದಂತೆ ನೂರಾರು ಕಾರ್ಯಕರ್ತರು ಪಾಲ್ಗೊಂಡಿದ್ದರು.	[494, 1330, 708, 1371]
top-1-caption: ಹಿರೇಬಾಗೇವಾಡಿ: ಬಸವ ಜಯಂತಿಯ ನಿಮಿತ್ತ ಇಲ್ಲಿಯ ಆಡಳಿತ ಬಸವೇಶ್ವರ ಪುತ್ಥಳಿಗೆ ಗ್ರಾಮ ಪಂಚಾಯತಿ ಹಾಗೂ ಗ್ರಾಮಸ್ಥರ ವತಿಯಿಂದ ಬುಧವಾರ ಹೂಹಾರ ಹಾಕಿ ಪೂಜೆ ಸಲ್ಲಿಸಲಾಯಿತು. ಕಾಂಗ್ರೆಸ್ ಯುವ ಧುರೀಣ ಮೃಣಾಲ ಹೆಬ್ಬಾಳ್ಕರ ಮತ್ತು ಬಿಜೆಪಿ ಯುವ ಧುರೀಣ ಚೇತನ ಅಂಗಡಿ, ಗ್ರಾಪಂ ಅಧ್ಯಕ್ಷೆ ಜಯಶ್ರೀ ಜೈನ್ನಿ, ಸದಸ್ಯ ಸುರೇಶ ಇಟಗಿ, ವಿಜಯ ಮಡಿವಾಳ, ಶ್ರೀಕಾಂತ ಮಾಧ್ಯಬನ್ನವರ, ಸಿದ್ದಪ್ಪ ಹುಕ್ಕೇರಿ, ಅನಂದನಗೌಡ ಪಾಟೀಲ, ಬಿ. ಎನ್. ಪಾಟೀಲ, ಸ್ನಾತಿ ಇಟಗಿ, ಶ್ವೇತಾ ಪಾಟೀಲ, ಅಲ್ಲನಗೌಡ ಪಾಟೀಲ, ಬಿ.ಜಿ. ವಾಲಿಇಟಗಿ, ಈರಣ್ಣ ಗುಂಡ್ಯಿ ಸೇರಿದಂತೆ ಮತ್ತಿತರರು ಇದ್ದರು.	[210, 184, 435, 256]
bot2-quote-box	[714, 1286, 912, 1346]
top-3-caption: ಖಾನಾಪುರ ಪಟ್ಟಣದಲ್ಲಿ ಬಸವ ಜಯಂತಿ ಅಂಗವಾಗಿ ಆಯೋಜಿಸಿದ್ದ ಕಾರ್ಯಕ್ರಮದಲ್ಲಿ ಬಸವಣ್ಣನವರ ಭಾವಚಿತ್ರವನ್ನು ಪಲ್ಲಕ್ಕಿಯಲ್ಲಿರಿಸಿ ಮೆರವಣಿಗೆ ಮಾಡಲಾಯಿತು.	[702, 236, 899, 256]
